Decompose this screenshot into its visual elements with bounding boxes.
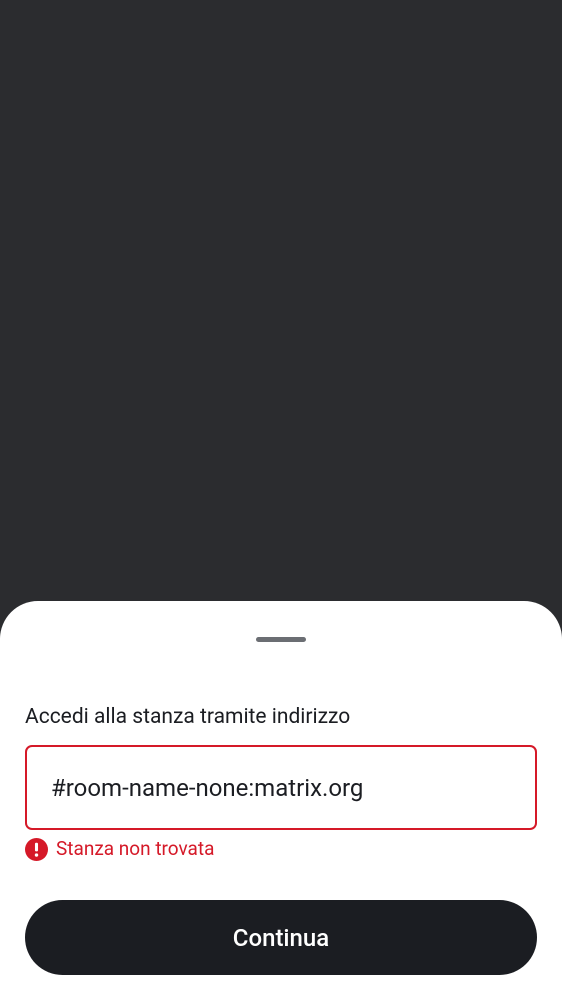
error-icon [25,838,48,861]
error-text: Stanza non trovata [56,837,215,860]
address-field-label: Accedi alla stanza tramite indirizzo [25,705,351,729]
bottom-sheet [0,601,562,1000]
address-field[interactable] [25,745,537,830]
drag-handle[interactable] [256,637,306,642]
error-message [25,837,214,861]
continue-button[interactable]: Continua [25,900,537,975]
room-address-input[interactable] [51,747,511,828]
